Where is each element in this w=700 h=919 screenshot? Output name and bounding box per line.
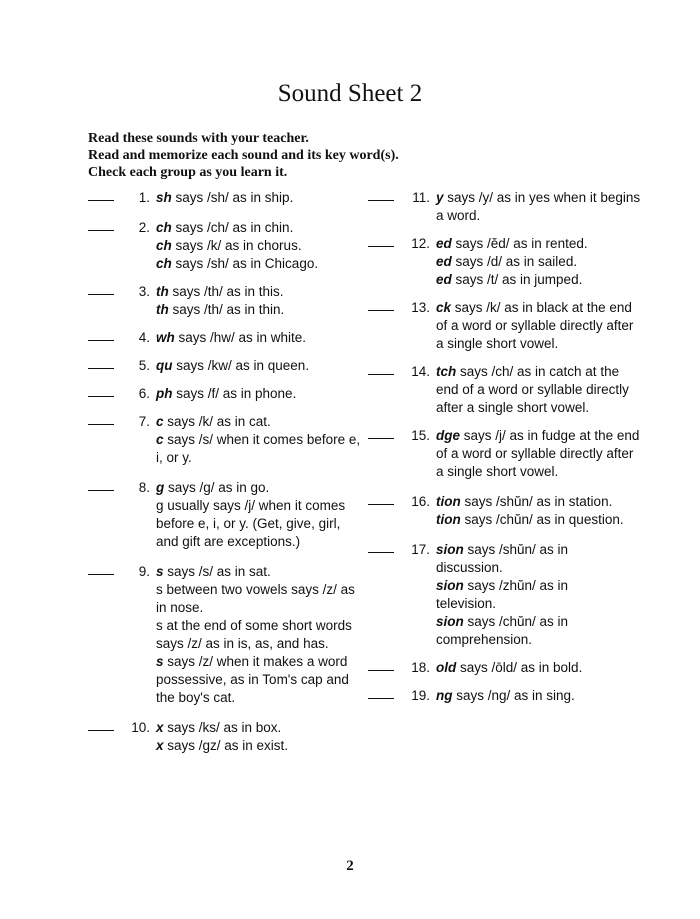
item-line: x says /gz/ as in exist.	[156, 738, 289, 753]
instructions	[88, 130, 399, 181]
item-number: 1.	[138, 190, 150, 205]
item-number: 14.	[411, 364, 430, 379]
check-blank[interactable]	[88, 479, 114, 491]
item-number: 8.	[138, 480, 150, 495]
item-number: 13.	[411, 300, 430, 315]
check-blank[interactable]	[368, 659, 394, 671]
instruction-line: Read these sounds with your teacher.	[88, 131, 309, 146]
sound-item	[368, 189, 658, 225]
item-line: s at the end of some short words	[156, 618, 352, 633]
check-blank[interactable]	[88, 563, 114, 575]
item-number: 4.	[138, 330, 150, 345]
item-line: th says /th/ as in this.	[156, 284, 284, 299]
item-line: ch says /k/ as in chorus.	[156, 238, 302, 253]
check-blank[interactable]	[88, 413, 114, 425]
sound-item	[88, 719, 363, 755]
item-line: ed says /ĕd/ as in rented.	[436, 236, 588, 251]
check-blank[interactable]	[88, 719, 114, 731]
item-line: tion says /chŭn/ as in question.	[436, 512, 624, 527]
item-number: 2.	[138, 220, 150, 235]
item-line: s says /s/ as in sat.	[156, 564, 271, 579]
item-line: of a word or syllable directly after	[436, 318, 634, 333]
item-line: a single short vowel.	[436, 336, 559, 351]
item-line: says /z/ as in is, as, and has.	[156, 636, 329, 651]
sound-item	[88, 189, 363, 207]
sound-item	[368, 235, 658, 289]
sound-item	[88, 413, 363, 467]
item-number: 17.	[411, 542, 430, 557]
item-line: discussion.	[436, 560, 503, 575]
item-line: the boy's cat.	[156, 690, 236, 705]
sound-item	[368, 659, 658, 677]
item-line: old says /ōld/ as in bold.	[436, 660, 583, 675]
item-line: a single short vowel.	[436, 464, 559, 479]
item-line: sion says /chŭn/ as in	[436, 614, 569, 629]
check-blank[interactable]	[88, 189, 114, 201]
check-blank[interactable]	[88, 219, 114, 231]
item-number: 19.	[411, 688, 430, 703]
sound-item	[88, 283, 363, 319]
item-number: 12.	[411, 236, 430, 251]
item-line: x says /ks/ as in box.	[156, 720, 282, 735]
check-blank[interactable]	[368, 235, 394, 247]
sound-item	[368, 427, 658, 481]
item-line: qu says /kw/ as in queen.	[156, 358, 310, 373]
left-column	[88, 189, 363, 755]
item-line: s says /z/ when it makes a word	[156, 654, 348, 669]
item-line: a word.	[436, 208, 481, 223]
check-blank[interactable]	[88, 357, 114, 369]
item-line: possessive, as in Tom's cap and	[156, 672, 349, 687]
item-line: ed says /t/ as in jumped.	[436, 272, 583, 287]
item-line: in nose.	[156, 600, 204, 615]
item-line: sion says /shŭn/ as in	[436, 542, 569, 557]
item-line: dge says /j/ as in fudge at the end	[436, 428, 640, 443]
item-line: ch says /ch/ as in chin.	[156, 220, 294, 235]
item-line: ch says /sh/ as in Chicago.	[156, 256, 319, 271]
item-line: end of a word or syllable directly	[436, 382, 629, 397]
item-line: c says /k/ as in cat.	[156, 414, 271, 429]
check-blank[interactable]	[368, 493, 394, 505]
item-line: i, or y.	[156, 450, 192, 465]
item-number: 11.	[412, 190, 430, 205]
item-line: tch says /ch/ as in catch at the	[436, 364, 620, 379]
sound-item	[88, 385, 363, 403]
check-blank[interactable]	[88, 283, 114, 295]
page-number: 2	[346, 858, 354, 874]
check-blank[interactable]	[368, 363, 394, 375]
instruction-line: Read and memorize each sound and its key word(s).	[88, 148, 399, 163]
sound-item	[368, 493, 658, 529]
item-line: of a word or syllable directly after	[436, 446, 634, 461]
check-blank[interactable]	[88, 385, 114, 397]
sound-item	[88, 329, 363, 347]
item-number: 15.	[411, 428, 430, 443]
item-line: th says /th/ as in thin.	[156, 302, 285, 317]
check-blank[interactable]	[368, 299, 394, 311]
item-line: s between two vowels says /z/ as	[156, 582, 355, 597]
item-line: comprehension.	[436, 632, 533, 647]
item-line: c says /s/ when it comes before e,	[156, 432, 361, 447]
item-line: g usually says /j/ when it comes	[156, 498, 346, 513]
item-line: ng says /ng/ as in sing.	[436, 688, 575, 703]
item-number: 18.	[411, 660, 430, 675]
item-line: wh says /hw/ as in white.	[156, 330, 307, 345]
item-number: 10.	[131, 720, 150, 735]
item-line: g says /g/ as in go.	[156, 480, 270, 495]
check-blank[interactable]	[368, 427, 394, 439]
item-line: television.	[436, 596, 497, 611]
item-number: 16.	[411, 494, 430, 509]
sound-item	[368, 541, 658, 649]
sound-item	[88, 479, 363, 551]
item-line: after a single short vowel.	[436, 400, 590, 415]
check-blank[interactable]	[368, 189, 394, 201]
check-blank[interactable]	[88, 329, 114, 341]
sound-item	[88, 563, 363, 707]
right-column	[368, 189, 658, 705]
item-line: and gift are exceptions.)	[156, 534, 301, 549]
item-number: 9.	[138, 564, 150, 579]
sound-item	[88, 219, 363, 273]
item-line: ck says /k/ as in black at the end	[436, 300, 632, 315]
item-line: y says /y/ as in yes when it begins	[436, 190, 641, 205]
sound-item	[368, 687, 658, 705]
check-blank[interactable]	[368, 687, 394, 699]
item-number: 6.	[138, 386, 150, 401]
item-number: 3.	[138, 284, 150, 299]
item-number: 7.	[138, 414, 150, 429]
item-line: ed says /d/ as in sailed.	[436, 254, 578, 269]
item-line: before e, i, or y. (Get, give, girl,	[156, 516, 341, 531]
sound-item	[368, 299, 658, 353]
item-line: ph says /f/ as in phone.	[156, 386, 297, 401]
item-number: 5.	[138, 358, 150, 373]
item-line: sion says /zhŭn/ as in	[436, 578, 569, 593]
page-title: Sound Sheet 2	[277, 80, 423, 107]
item-line: tion says /shŭn/ as in station.	[436, 494, 613, 509]
check-blank[interactable]	[368, 541, 394, 553]
instruction-line: Check each group as you learn it.	[88, 165, 288, 180]
item-line: sh says /sh/ as in ship.	[156, 190, 294, 205]
sound-item	[88, 357, 363, 375]
sound-item	[368, 363, 658, 417]
